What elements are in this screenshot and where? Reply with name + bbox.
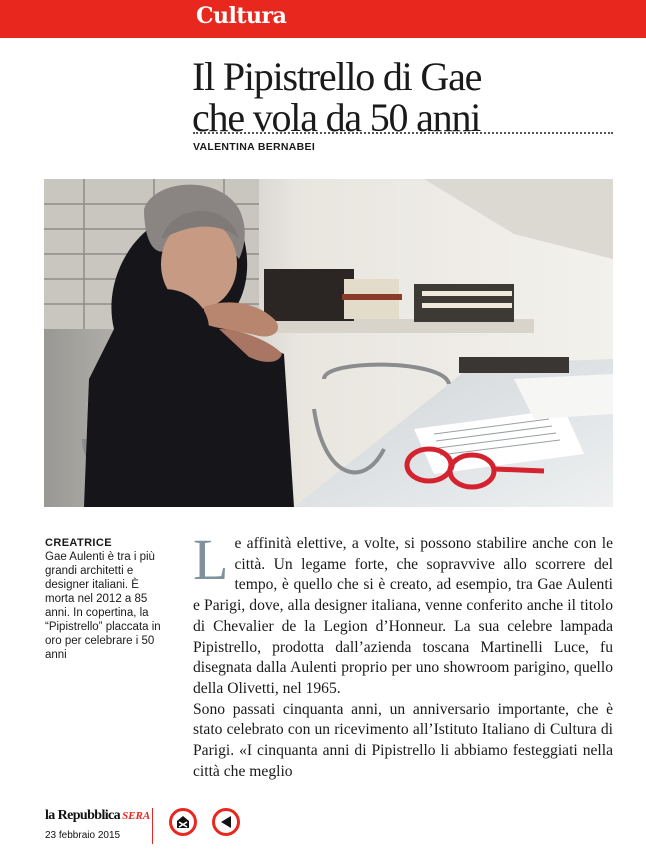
section-label: Cultura — [196, 3, 287, 29]
title-line-1: Il Pipistrello di Gae — [192, 54, 482, 99]
paragraph-1 — [193, 527, 613, 700]
author-byline: VALENTINA BERNABEI — [193, 141, 316, 153]
photo-illustration — [44, 179, 613, 507]
paragraph-1-text: e affinità elettive, a volte, si possono stabilire anche con le città. Un legame forte, che sopravvive allo scorrere del tempo, è quello che si è creato, ad esempio, tra Gae Aulenti e Parigi, dove, alla designer italiana, venne conferito anche il titolo di Chevalier de la Legion d’Honneur. La sua celebre lampada Pipistrello, prodotta dall’azienda toscana Martinelli Luce, fu disegnata dalla Aulenti proprio per uno showroom parigino, quello della Olivetti, nel 1965. — [193, 535, 613, 697]
paragraph-2: Sono passati cinquanta anni, un anniversario importante, che è stato celebrato con un ricevimento all’Istituto Italiano di Cultura di Parigi. «I cinquanta anni di Pipistrello li abbiamo festeggiati nella città che meglio — [193, 700, 613, 780]
home-icon — [176, 815, 190, 829]
article-title — [192, 56, 632, 138]
logo-text: la Repubblica — [45, 808, 121, 823]
article-photo — [44, 179, 613, 507]
caption-body: Gae Aulenti è tra i più grandi architetti e designer italiani. È morta nel 2012 a 85 anni. In copertina, la “Pipistrello” placcata in oro per celebrare i 50 anni — [45, 551, 161, 661]
title-divider — [193, 132, 613, 134]
home-button[interactable] — [169, 808, 197, 836]
article-body — [193, 527, 613, 782]
caption-heading: CREATRICE — [45, 537, 112, 549]
back-button[interactable] — [212, 808, 240, 836]
drop-cap: L — [193, 527, 229, 592]
back-arrow-icon — [219, 815, 233, 829]
photo-caption — [45, 536, 170, 662]
issue-date: 23 febbraio 2015 — [45, 830, 121, 841]
title-line-2: che vola da 50 anni — [192, 95, 481, 140]
section-header-bar — [0, 0, 646, 38]
logo-suffix: SERA — [122, 810, 151, 822]
publication-logo[interactable] — [45, 808, 150, 824]
footer-divider — [152, 808, 153, 844]
